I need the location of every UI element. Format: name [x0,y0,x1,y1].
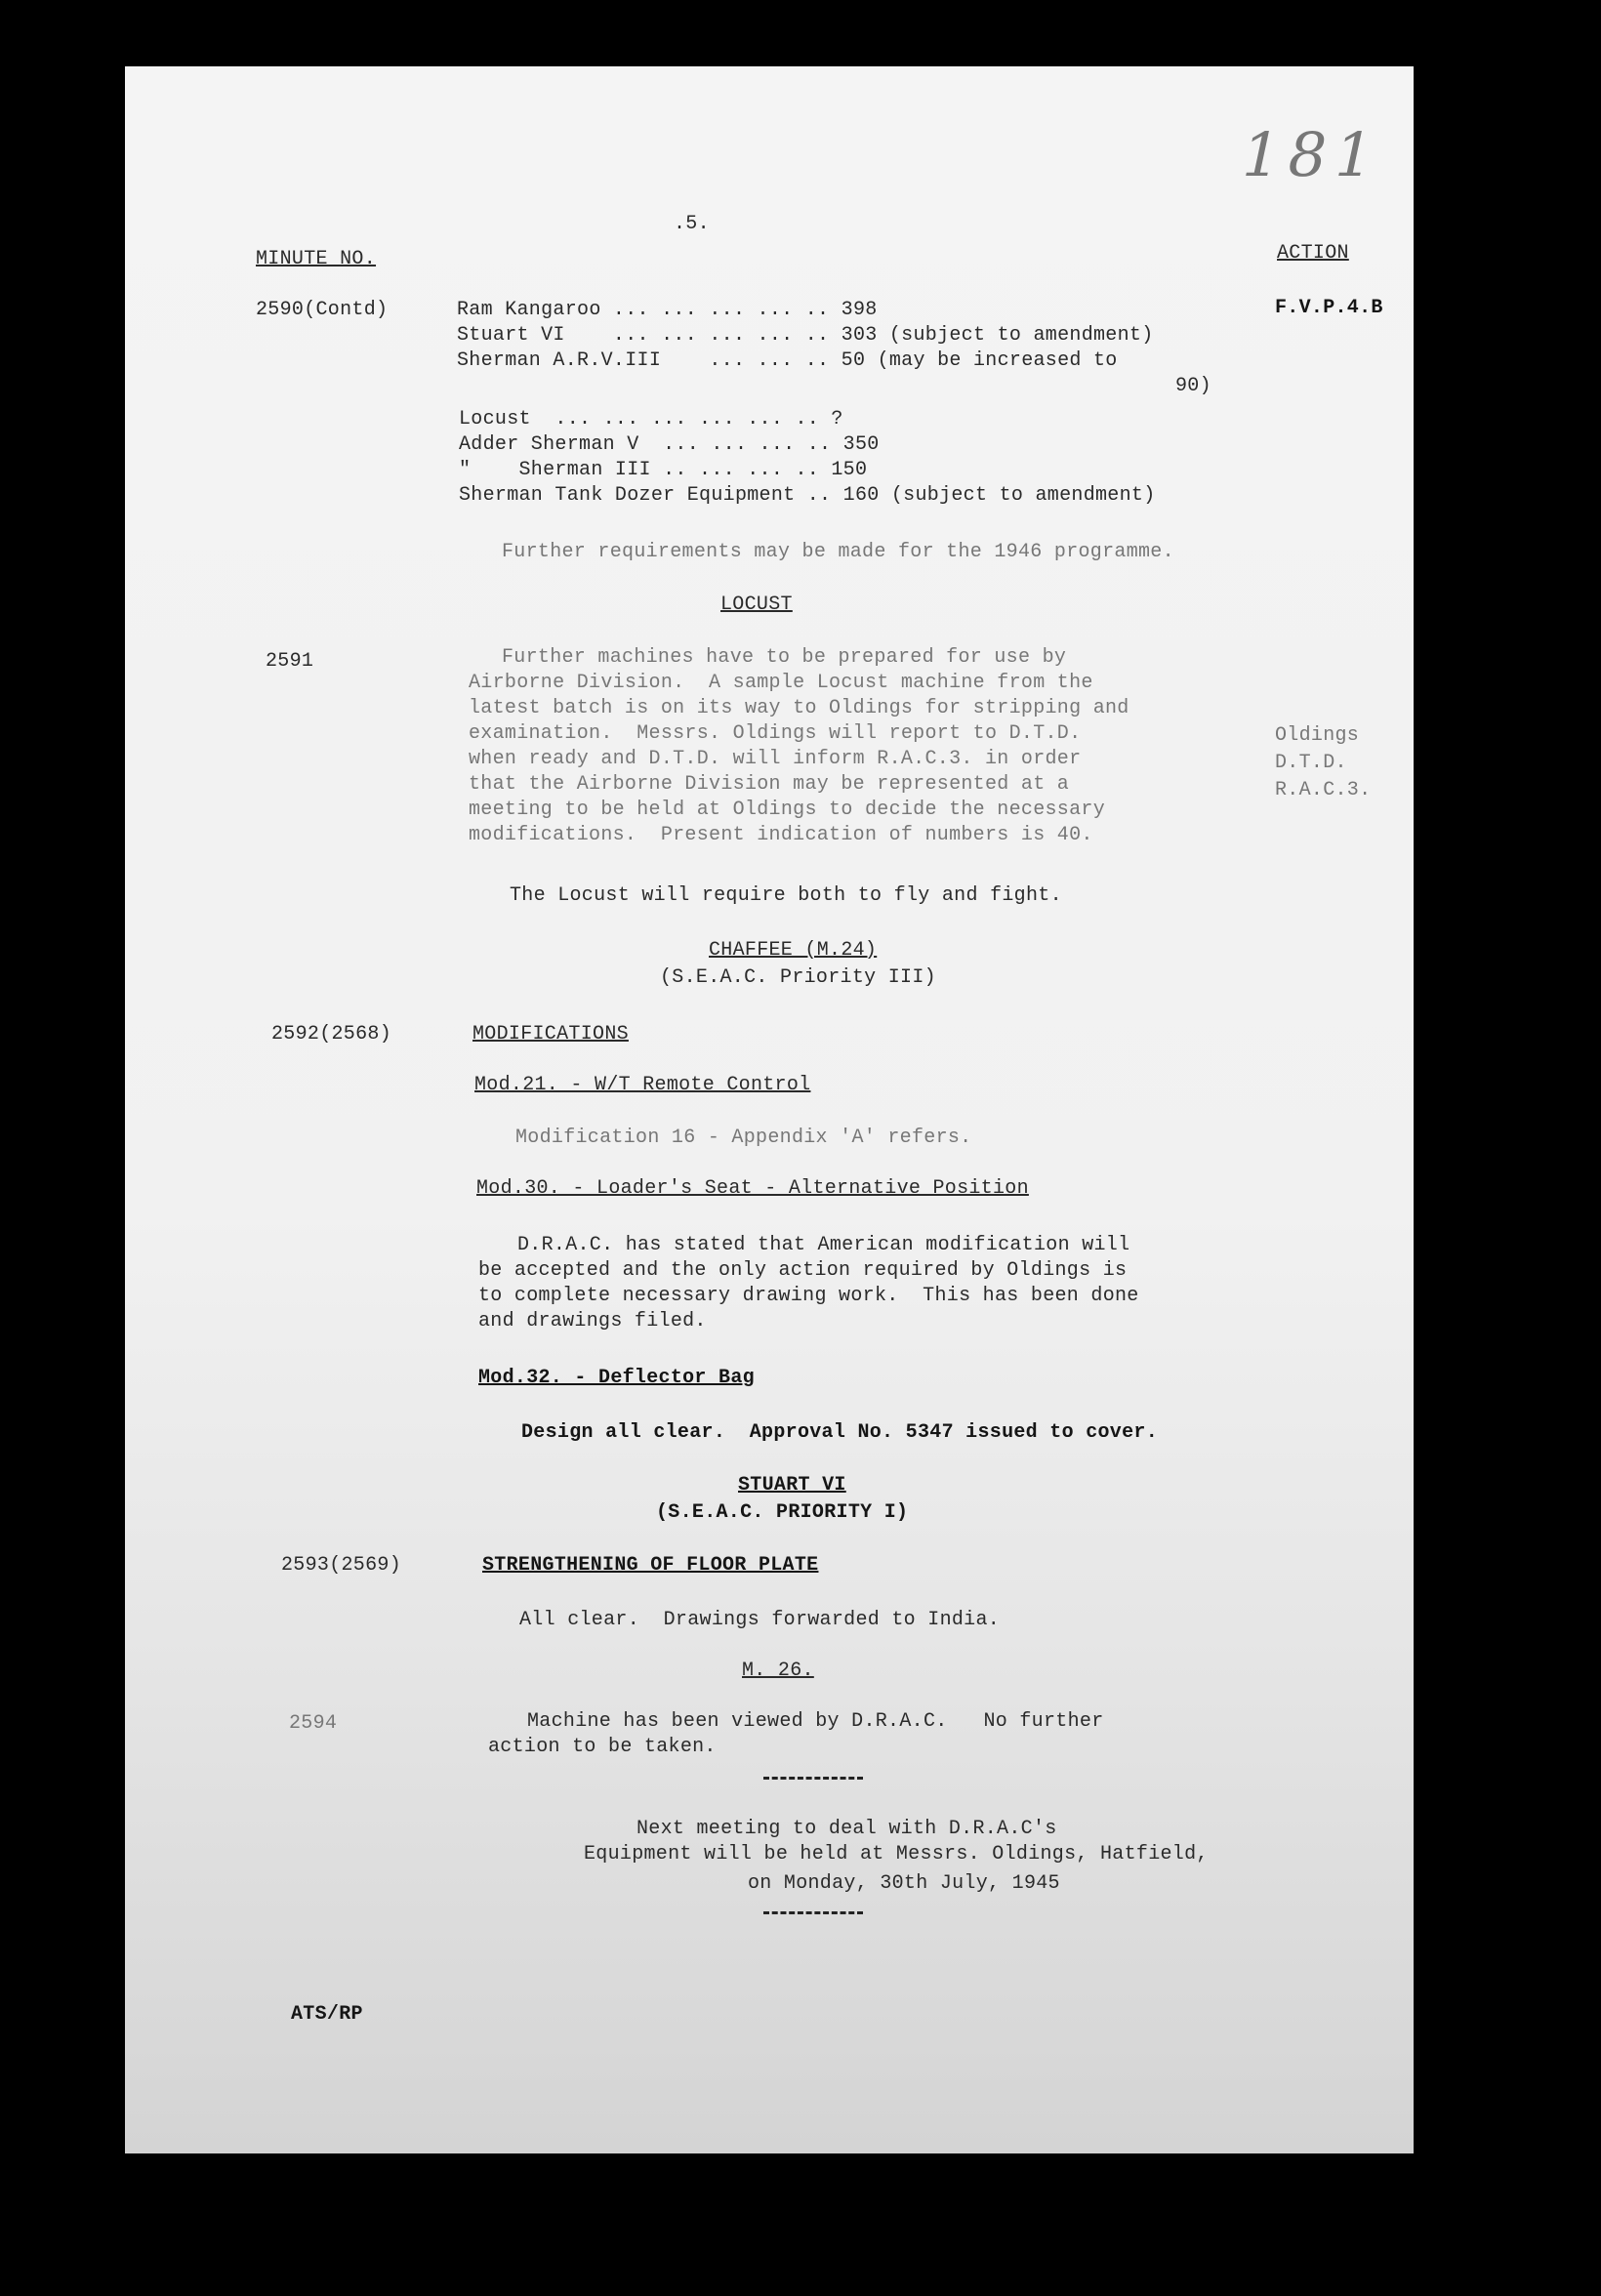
paragraph-line: latest batch is on its way to Oldings for stripping and [469,697,1129,719]
fly-fight-line: The Locust will require both to fly and fight. [510,884,1062,907]
equipment-line: Adder Sherman V ... ... ... .. 350 [459,433,880,456]
closing-line: on Monday, 30th July, 1945 [748,1872,1060,1895]
closing-line: Next meeting to deal with D.R.A.C's [636,1818,1057,1840]
equipment-line: Ram Kangaroo ... ... ... ... .. 398 [457,299,878,321]
paragraph-line: to complete necessary drawing work. This has been done [478,1285,1139,1307]
section-heading: M. 26. [742,1660,814,1682]
section-priority: (S.E.A.C. PRIORITY I) [656,1501,909,1524]
divider-rule [763,1777,863,1780]
paragraph-line: action to be taken. [488,1736,717,1758]
paragraph-line: that the Airborne Division may be represented at a [469,773,1070,796]
section-heading: LOCUST [720,594,793,616]
action-code: R.A.C.3. [1275,779,1372,801]
equipment-line: Sherman Tank Dozer Equipment .. 160 (subject to amendment) [459,484,1156,507]
minute-no-header: MINUTE NO. [256,248,377,270]
equipment-line: " Sherman III .. ... ... .. 150 [459,459,868,481]
paragraph-line: meeting to be held at Oldings to decide the necessary [469,799,1106,821]
minute-number: 2594 [289,1712,338,1735]
paragraph-line: and drawings filed. [478,1310,707,1332]
minute-number: 2592(2568) [271,1023,392,1046]
mod-text: Modification 16 - Appendix 'A' refers. [515,1127,972,1149]
action-code: Oldings [1275,724,1360,747]
minute-number: 2591 [266,650,314,673]
action-code: D.T.D. [1275,752,1347,774]
paragraph-line: be accepted and the only action required by Oldings is [478,1259,1128,1282]
equipment-line: Stuart VI ... ... ... ... .. 303 (subject to amendment) [457,324,1154,347]
mod-title: Mod.32. - Deflector Bag [478,1367,755,1389]
paragraph-line: Airborne Division. A sample Locust machine from the [469,672,1093,694]
equipment-line: 90) [1175,375,1211,397]
divider-rule [763,1911,863,1914]
page-number: .5. [674,213,710,235]
reference-initials: ATS/RP [291,2003,363,2026]
mod-title: Mod.30. - Loader's Seat - Alternative Position [476,1177,1029,1200]
mod-text: Design all clear. Approval No. 5347 issued to cover. [521,1421,1159,1444]
paragraph-line: D.R.A.C. has stated that American modification will [517,1234,1130,1256]
action-code: F.V.P.4.B [1275,297,1383,319]
paragraph-line: Further machines have to be prepared for use by [502,646,1067,669]
minute-heading: STRENGTHENING OF FLOOR PLATE [482,1554,819,1577]
section-heading: STUART VI [738,1474,846,1496]
minute-text: All clear. Drawings forwarded to India. [519,1609,1001,1631]
section-priority: (S.E.A.C. Priority III) [660,966,936,989]
action-header: ACTION [1277,242,1349,265]
section-heading: CHAFFEE (M.24) [709,939,878,962]
minute-heading: MODIFICATIONS [472,1023,629,1046]
minute-number: 2590(Contd) [256,299,389,321]
closing-line: Equipment will be held at Messrs. Oldings, Hatfield, [584,1843,1209,1866]
equipment-line: Sherman A.R.V.III ... ... .. 50 (may be increased to [457,349,1118,372]
paragraph-line: Machine has been viewed by D.R.A.C. No further [527,1710,1104,1733]
pencil-folio-number: 181 [1234,119,1389,190]
mod-title: Mod.21. - W/T Remote Control [474,1074,811,1096]
paragraph-line: modifications. Present indication of numbers is 40. [469,824,1093,846]
equipment-line: Locust ... ... ... ... ... .. ? [459,408,843,430]
paragraph-line: examination. Messrs. Oldings will report to D.T.D. [469,722,1082,745]
document-page [125,66,1414,2153]
further-requirements: Further requirements may be made for the 1946 programme. [502,541,1174,563]
minute-number: 2593(2569) [281,1554,402,1577]
paragraph-line: when ready and D.T.D. will inform R.A.C.3. in order [469,748,1082,770]
